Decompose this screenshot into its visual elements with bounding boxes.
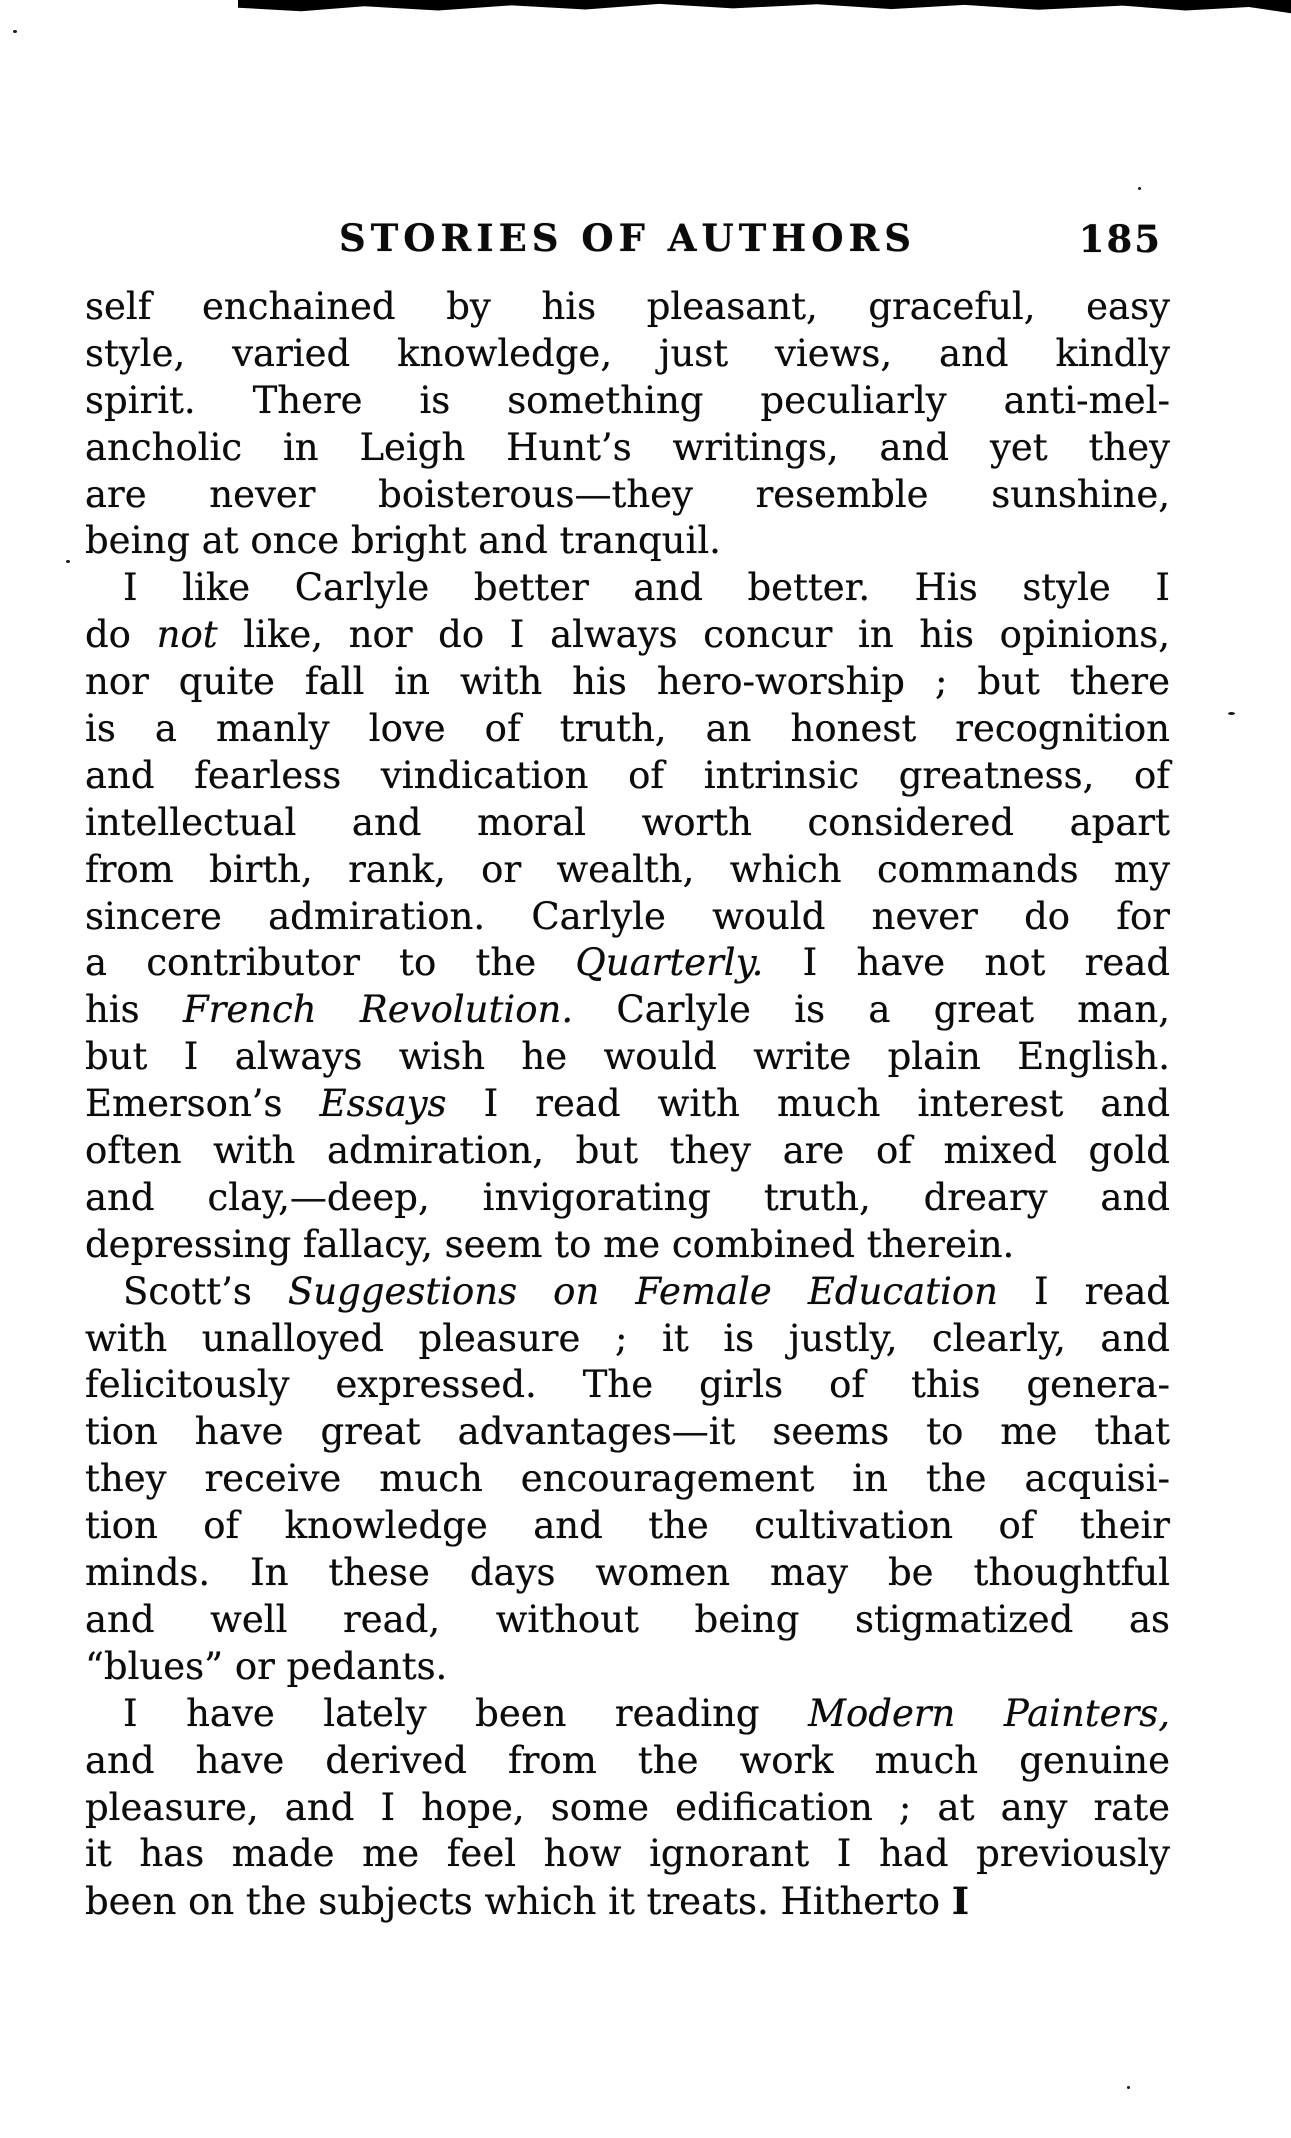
text-segment: being at once bright and tranquil. [85, 519, 721, 563]
text-segment: tion of knowledge and the cultivation of their [85, 1504, 1170, 1548]
text-segment: Carlyle is a great man, [573, 988, 1170, 1032]
bold-text: I [951, 1879, 970, 1924]
text-line [85, 1362, 1170, 1409]
text-line [85, 1691, 1170, 1738]
text-segment: often with admiration, but they are of mixed gold [85, 1129, 1170, 1173]
scan-speck [1228, 712, 1235, 715]
text-line [85, 847, 1170, 894]
text-line [85, 1644, 1170, 1691]
text-segment: been on the subjects which it treats. Hitherto [85, 1880, 952, 1924]
text-line [85, 284, 1170, 331]
text-segment: I read [997, 1269, 1170, 1313]
text-segment: intellectual and moral worth considered apart [85, 800, 1170, 844]
text-line [85, 706, 1170, 753]
paragraph [85, 284, 1170, 565]
text-line [85, 1785, 1170, 1832]
italic-text: not [156, 613, 218, 657]
scan-speck [1138, 187, 1141, 190]
text-line [85, 987, 1170, 1034]
text-line [85, 1316, 1170, 1363]
text-segment: Emerson’s [85, 1082, 320, 1126]
text-line [85, 1550, 1170, 1597]
text-segment: tion have great advantages—it seems to me that [85, 1410, 1170, 1454]
text-line [85, 659, 1170, 706]
text-segment: style, varied knowledge, just views, and kindly [85, 331, 1170, 375]
text-line [85, 1175, 1170, 1222]
text-line [85, 1597, 1170, 1644]
scan-artifact-top [238, 0, 1291, 14]
text-segment: nor quite fall in with his hero-worship ; but there [85, 660, 1170, 704]
text-segment: I have lately been reading [123, 1691, 809, 1735]
scan-speck [13, 30, 17, 33]
text-line [85, 1878, 1170, 1925]
text-segment: do [85, 613, 157, 657]
text-segment: are never boisterous—they resemble sunshine, [85, 472, 1170, 516]
paragraph [85, 1269, 1170, 1691]
text-segment: pleasure, and I hope, some edification ; at any rate [85, 1785, 1170, 1829]
text-segment: is a manly love of truth, an honest recognition [85, 707, 1170, 751]
text-segment: I like Carlyle better and better. His style I [123, 566, 1170, 610]
paragraph [85, 1691, 1170, 1925]
text-line [85, 1738, 1170, 1785]
text-line [85, 331, 1170, 378]
text-line [85, 1503, 1170, 1550]
text-segment: “blues” or pedants. [85, 1644, 448, 1688]
text-line [85, 612, 1170, 659]
text-segment: it has made me feel how ignorant I had previously [85, 1832, 1170, 1876]
running-head-title: STORIES OF AUTHORS [339, 216, 916, 260]
text-line [85, 565, 1170, 612]
text-segment: from birth, rank, or wealth, which commands my [85, 847, 1170, 891]
text-line [85, 940, 1170, 987]
italic-text: Quarterly. [575, 941, 764, 985]
text-segment: his [85, 988, 183, 1032]
text-line [85, 1456, 1170, 1503]
text-segment: and well read, without being stigmatized as [85, 1597, 1170, 1641]
text-segment: ancholic in Leigh Hunt’s writings, and yet they [85, 425, 1170, 469]
text-line [85, 800, 1170, 847]
text-line [85, 1081, 1170, 1128]
text-line [85, 518, 1170, 565]
text-segment: with unalloyed pleasure ; it is justly, clearly, and [85, 1316, 1170, 1360]
text-line [85, 1222, 1170, 1269]
text-segment: I have not read [763, 941, 1171, 985]
text-segment: and have derived from the work much genuine [85, 1738, 1170, 1782]
paragraph [85, 565, 1170, 1268]
text-line [85, 1128, 1170, 1175]
text-segment: Scott’s [123, 1269, 288, 1313]
text-line [85, 753, 1170, 800]
text-segment: a contributor to the [85, 941, 576, 985]
italic-text: Modern Painters, [808, 1691, 1170, 1735]
text-line [85, 1409, 1170, 1456]
text-line [85, 1831, 1170, 1878]
text-segment: I read with much interest and [446, 1082, 1171, 1126]
text-segment: felicitously expressed. The girls of this genera- [85, 1363, 1170, 1407]
text-segment: but I always wish he would write plain English. [85, 1035, 1170, 1079]
scan-speck [66, 560, 70, 563]
text-segment: and clay,—deep, invigorating truth, dreary and [85, 1175, 1170, 1219]
text-segment: minds. In these days women may be thoughtful [85, 1551, 1170, 1595]
text-line [85, 1034, 1170, 1081]
text-line [85, 1269, 1170, 1316]
text-segment: depressing fallacy, seem to me combined therein. [85, 1222, 1015, 1266]
text-line [85, 378, 1170, 425]
italic-text: Suggestions on Female Education [287, 1269, 998, 1313]
page-header [85, 216, 1170, 264]
text-segment: spirit. There is something peculiarly anti-mel- [85, 378, 1170, 422]
text-segment: they receive much encouragement in the acquisi- [85, 1457, 1170, 1501]
text-segment: like, nor do I always concur in his opinions, [217, 613, 1170, 657]
italic-text: French Revolution. [182, 988, 574, 1032]
text-segment: and fearless vindication of intrinsic greatness, of [85, 753, 1170, 797]
scan-speck [1127, 2086, 1130, 2089]
text-segment: sincere admiration. Carlyle would never do for [85, 894, 1170, 938]
text-segment: self enchained by his pleasant, graceful, easy [85, 285, 1170, 328]
page-body [85, 284, 1170, 1925]
page-number: 185 [1078, 217, 1162, 261]
text-line [85, 472, 1170, 519]
text-line [85, 425, 1170, 472]
italic-text: Essays [319, 1082, 447, 1126]
text-line [85, 894, 1170, 941]
